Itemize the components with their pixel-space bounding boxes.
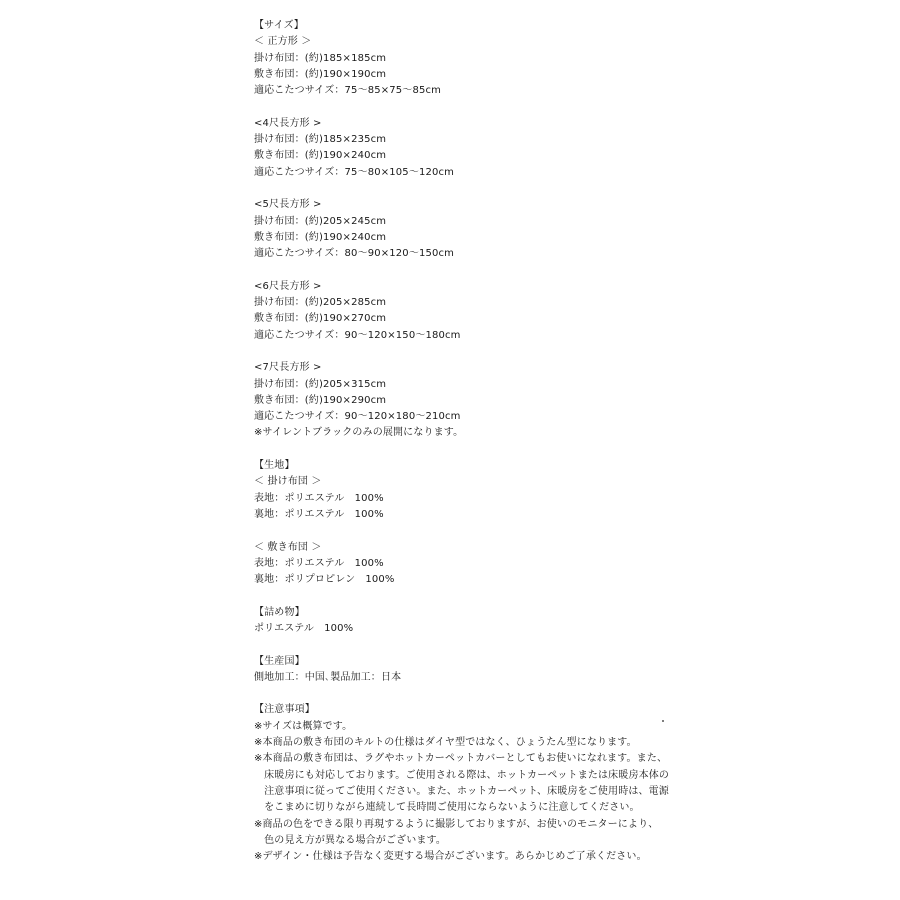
text-line: 【サイズ】	[254, 20, 304, 31]
text-line: ＜ 正方形 ＞	[254, 36, 312, 48]
text-line: 敷き布団：(約)190×240cm	[254, 150, 387, 162]
text-line: 裏地：ポリエステル 100%	[254, 508, 384, 520]
text-line: 適応こたつサイズ：75～85×75～85cm	[254, 85, 442, 97]
spacer	[254, 344, 674, 360]
text-line: 裏地：ポリプロピレン 100%	[254, 574, 395, 586]
text-line: ※サイレントブラックのみの展開になります。	[254, 427, 464, 439]
spacer	[254, 181, 674, 197]
text-line: 注意事項に従ってご使用ください。また、ホットカーペット、床暖房をご使用時は、電源	[254, 785, 669, 797]
text-line: 適応こたつサイズ：75～80×105～120cm	[254, 166, 455, 178]
text-line: <5尺長方形 >	[254, 199, 322, 211]
text-line: 掛け布団：(約)205×285cm	[254, 297, 387, 309]
text-line: <7尺長方形 >	[254, 362, 322, 374]
text-line: 【生地】	[254, 460, 295, 472]
text-line: 敷き布団：(約)190×190cm	[254, 68, 387, 80]
stray-dot	[662, 720, 664, 722]
spacer	[254, 588, 674, 604]
text-line: 床暖房にも対応しております。ご使用される際は、ホットカーペットまたは床暖房本体の	[254, 769, 670, 781]
text-line: 掛け布団：(約)205×315cm	[254, 378, 387, 390]
text-line: 【注意事項】	[254, 704, 315, 716]
text-line: 掛け布団：(約)185×235cm	[254, 134, 387, 146]
text-line: 【生産国】	[254, 655, 305, 667]
spacer	[254, 637, 674, 653]
text-line: 色の見え方が異なる場合がございます。	[254, 834, 447, 846]
text-line: 掛け布団：(約)185×185cm	[254, 52, 387, 64]
text-line: 適応こたつサイズ：80～90×120～150cm	[254, 248, 455, 260]
product-spec-document	[254, 18, 674, 865]
text-line: 側地加工：中国､製品加工：日本	[254, 671, 402, 683]
text-line: 敷き布団：(約)190×290cm	[254, 394, 387, 406]
text-line: ※商品の色をできる限り再現するように撮影しておりますが、お使いのモニターにより、	[254, 818, 659, 830]
text-line: 表地：ポリエステル 100%	[254, 557, 384, 569]
text-line: ＜ 掛け布団 ＞	[254, 476, 322, 488]
text-line: ※デザイン・仕様は予告なく変更する場合がございます。あらかじめご了承ください。	[254, 851, 647, 863]
text-line: ※本商品の敷き布団のキルトの仕様はダイヤ型ではなく、ひょうたん型になります。	[254, 737, 637, 749]
text-line: <6尺長方形 >	[254, 280, 322, 292]
spacer	[254, 686, 674, 702]
spacer	[254, 262, 674, 278]
text-line: 【詰め物】	[254, 606, 305, 618]
text-line: をこまめに切りながら連続して長時間ご使用にならないように注意してください。	[254, 802, 640, 814]
text-line: 敷き布団：(約)190×240cm	[254, 231, 387, 243]
spacer	[254, 442, 674, 458]
spacer	[254, 523, 674, 539]
text-line: ※本商品の敷き布団は、ラグやホットカーペットカバーとしてもお使いになれます。また、	[254, 753, 668, 765]
text-line: ＜ 敷き布団 ＞	[254, 541, 322, 553]
text-line: <4尺長方形 >	[254, 117, 322, 129]
text-line: ※サイズは概算です。	[254, 720, 353, 732]
text-line: 敷き布団：(約)190×270cm	[254, 313, 387, 325]
text-line: 適応こたつサイズ：90～120×150～180cm	[254, 329, 461, 341]
text-line: ポリエステル 100%	[254, 622, 354, 634]
text-line: 適応こたつサイズ：90～120×180～210cm	[254, 411, 461, 423]
text-line: 表地：ポリエステル 100%	[254, 492, 384, 504]
spacer	[254, 99, 674, 115]
text-line: 掛け布団：(約)205×245cm	[254, 215, 387, 227]
